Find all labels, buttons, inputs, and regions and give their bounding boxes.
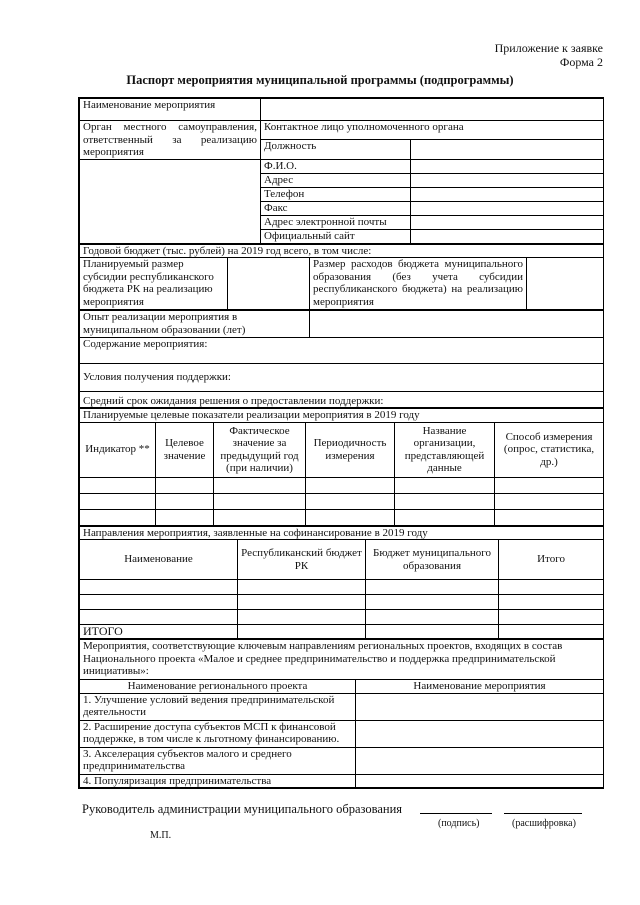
table-cell[interactable] bbox=[156, 493, 214, 509]
table-row bbox=[80, 693, 604, 720]
organ-value[interactable] bbox=[80, 159, 261, 243]
regional-projects-table bbox=[79, 639, 604, 788]
experience-value[interactable] bbox=[310, 311, 604, 338]
experience-label: Опыт реализации мероприятия в муниципальном образовании (лет) bbox=[80, 311, 310, 338]
table-row bbox=[80, 747, 604, 774]
table-row bbox=[80, 720, 604, 747]
table-cell[interactable] bbox=[214, 477, 306, 493]
table-row bbox=[80, 493, 604, 509]
description-table bbox=[79, 310, 604, 408]
fio-label: Ф.И.О. bbox=[261, 159, 411, 173]
table-cell[interactable] bbox=[306, 493, 395, 509]
address-label: Адрес bbox=[261, 173, 411, 187]
table-cell[interactable] bbox=[395, 509, 495, 525]
municipal-expense-label: Размер расходов бюджета муниципального образования (без учета субсидии республиканского бюджета) на реализацию мероприятия bbox=[310, 258, 527, 310]
document-title: Паспорт мероприятия муниципальной программы (подпрограммы) bbox=[126, 73, 514, 87]
table-cell[interactable] bbox=[238, 595, 366, 610]
wait-time-label: Средний срок ожидания решения о предоставлении поддержки: bbox=[80, 392, 604, 408]
total-sum-value[interactable] bbox=[499, 625, 604, 639]
table-cell[interactable] bbox=[499, 595, 604, 610]
fax-label: Факс bbox=[261, 201, 411, 215]
head-signature-label: Руководитель администрации муниципального образования bbox=[82, 802, 403, 816]
republic-budget-header: Республиканский бюджет РК bbox=[238, 540, 366, 580]
subsidy-label: Планируемый размер субсидии республиканского бюджета РК на реализацию мероприятия bbox=[80, 258, 228, 310]
project-event-value[interactable] bbox=[356, 774, 604, 788]
project-event-value[interactable] bbox=[356, 720, 604, 747]
table-cell[interactable] bbox=[238, 580, 366, 595]
contact-person-label: Контактное лицо уполномоченного органа bbox=[261, 121, 604, 140]
email-label: Адрес электронной почты bbox=[261, 215, 411, 229]
total-row bbox=[80, 625, 604, 639]
measurement-method-header: Способ измерения (опрос, статистика, др.) bbox=[495, 422, 604, 477]
seal-place: М.П. bbox=[150, 830, 172, 841]
table-cell[interactable] bbox=[499, 610, 604, 625]
annual-budget-label: Годовой бюджет (тыс. рублей) на 2019 год всего, в том числе: bbox=[80, 244, 604, 258]
table-cell[interactable] bbox=[80, 610, 238, 625]
project-event-value[interactable] bbox=[356, 693, 604, 720]
table-row bbox=[80, 580, 604, 595]
table-cell[interactable] bbox=[366, 610, 499, 625]
event-name-label: Наименование мероприятия bbox=[80, 99, 261, 121]
name-header: Наименование bbox=[80, 540, 238, 580]
table-row bbox=[80, 610, 604, 625]
table-cell[interactable] bbox=[80, 580, 238, 595]
event-info-table bbox=[79, 98, 604, 244]
table-row bbox=[80, 595, 604, 610]
table-cell[interactable] bbox=[156, 509, 214, 525]
table-cell[interactable] bbox=[366, 580, 499, 595]
total-label: ИТОГО bbox=[80, 625, 238, 639]
signature-line[interactable] bbox=[420, 813, 492, 814]
subsidy-value[interactable] bbox=[228, 258, 310, 310]
project-name: 4. Популяризация предпринимательства bbox=[80, 774, 356, 788]
municipal-expense-value[interactable] bbox=[527, 258, 604, 310]
project-name: 3. Акселерация субъектов малого и среднего предпринимательства bbox=[80, 747, 356, 774]
table-cell[interactable] bbox=[214, 493, 306, 509]
actual-value-header: Фактическое значение за предыдущий год (при наличии) bbox=[214, 422, 306, 477]
position-value[interactable] bbox=[411, 140, 604, 159]
periodicity-header: Периодичность измерения bbox=[306, 422, 395, 477]
table-cell[interactable] bbox=[395, 477, 495, 493]
fio-value[interactable] bbox=[411, 159, 604, 173]
total-republic-value[interactable] bbox=[238, 625, 366, 639]
table-row bbox=[80, 509, 604, 525]
table-cell[interactable] bbox=[214, 509, 306, 525]
table-cell[interactable] bbox=[156, 477, 214, 493]
project-event-value[interactable] bbox=[356, 747, 604, 774]
phone-value[interactable] bbox=[411, 187, 604, 201]
decoding-caption: (расшифровка) bbox=[512, 818, 576, 829]
email-value[interactable] bbox=[411, 215, 604, 229]
event-name-header: Наименование мероприятия bbox=[356, 680, 604, 694]
target-value-header: Целевое значение bbox=[156, 422, 214, 477]
projects-intro: Мероприятия, соответствующие ключевым направлениям региональных проектов, входящих в состав Национального проекта «Малое и среднее предпринимательство и поддержка предпринимательской инициативы»: bbox=[80, 640, 604, 680]
appendix-note: Приложение к заявке bbox=[494, 41, 603, 55]
table-cell[interactable] bbox=[499, 580, 604, 595]
municipal-budget-header: Бюджет муниципального образования bbox=[366, 540, 499, 580]
project-name: 2. Расширение доступа субъектов МСП к финансовой поддержке, в том числе к льготному финансированию. bbox=[80, 720, 356, 747]
table-cell[interactable] bbox=[80, 493, 156, 509]
budget-table bbox=[79, 244, 604, 311]
table-cell[interactable] bbox=[80, 595, 238, 610]
table-cell[interactable] bbox=[238, 610, 366, 625]
passport-form bbox=[78, 97, 604, 789]
phone-label: Телефон bbox=[261, 187, 411, 201]
indicators-table bbox=[79, 408, 604, 526]
project-name-header: Наименование регионального проекта bbox=[80, 680, 356, 694]
form-number: Форма 2 bbox=[559, 55, 603, 69]
fax-value[interactable] bbox=[411, 201, 604, 215]
table-cell[interactable] bbox=[306, 477, 395, 493]
table-row bbox=[80, 774, 604, 788]
event-name-value[interactable] bbox=[261, 99, 604, 121]
table-cell[interactable] bbox=[366, 595, 499, 610]
cofinancing-table bbox=[79, 526, 604, 640]
indicator-header: Индикатор ** bbox=[80, 422, 156, 477]
table-cell[interactable] bbox=[306, 509, 395, 525]
website-label: Официальный сайт bbox=[261, 229, 411, 243]
table-row bbox=[80, 477, 604, 493]
organ-label: Орган местного самоуправления, ответственный за реализацию мероприятия bbox=[80, 121, 261, 160]
website-value[interactable] bbox=[411, 229, 604, 243]
cofinancing-caption: Направления мероприятия, заявленные на софинансирование в 2019 году bbox=[80, 526, 604, 540]
table-cell[interactable] bbox=[495, 509, 604, 525]
table-cell[interactable] bbox=[80, 509, 156, 525]
content-label: Содержание мероприятия: bbox=[80, 338, 604, 364]
total-header: Итого bbox=[499, 540, 604, 580]
decoding-line[interactable] bbox=[504, 813, 582, 814]
table-cell[interactable] bbox=[80, 477, 156, 493]
position-label: Должность bbox=[261, 140, 411, 159]
total-municipal-value[interactable] bbox=[366, 625, 499, 639]
project-name: 1. Улучшение условий ведения предпринимательской деятельности bbox=[80, 693, 356, 720]
table-cell[interactable] bbox=[495, 477, 604, 493]
conditions-label: Условия получения поддержки: bbox=[80, 364, 604, 392]
organization-header: Название организации, представляющей данные bbox=[395, 422, 495, 477]
indicators-caption: Планируемые целевые показатели реализации мероприятия в 2019 году bbox=[80, 409, 604, 423]
signature-caption: (подпись) bbox=[438, 818, 480, 829]
table-cell[interactable] bbox=[495, 493, 604, 509]
table-cell[interactable] bbox=[395, 493, 495, 509]
address-value[interactable] bbox=[411, 173, 604, 187]
